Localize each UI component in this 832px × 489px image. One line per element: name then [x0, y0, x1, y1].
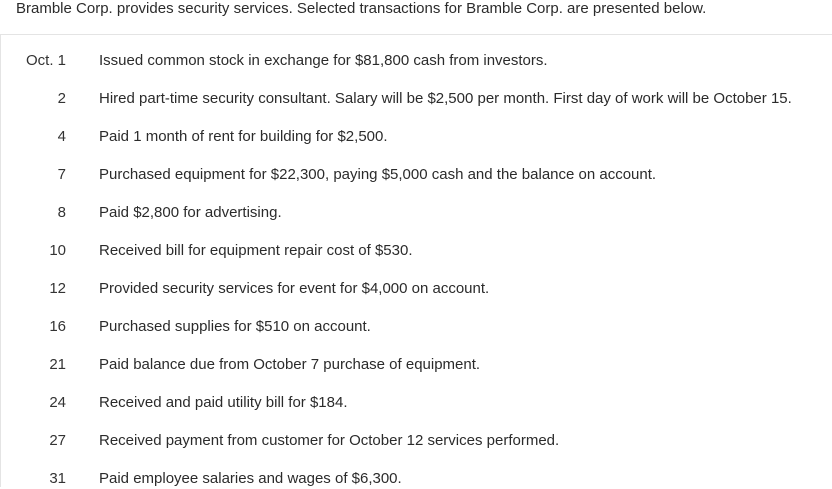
- transaction-date: Oct. 1: [25, 52, 66, 69]
- table-row: [1, 89, 832, 109]
- table-row: [1, 355, 832, 375]
- table-row: [1, 431, 832, 451]
- table-row: [1, 51, 832, 71]
- table-row: [1, 165, 832, 185]
- intro-text: Bramble Corp. provides security services. Selected transactions for Bramble Corp. are presented below.: [16, 0, 707, 17]
- transaction-description: Purchased equipment for $22,300, paying $5,000 cash and the balance on account.: [99, 166, 657, 183]
- transaction-description: Received and paid utility bill for $184.: [99, 394, 348, 411]
- transaction-description: Paid balance due from October 7 purchase of equipment.: [99, 356, 481, 373]
- transaction-date: 31: [49, 470, 66, 487]
- transaction-description: Hired part-time security consultant. Salary will be $2,500 per month. First day of work will be October 15.: [99, 90, 792, 107]
- transaction-description: Paid employee salaries and wages of $6,300.: [99, 470, 402, 487]
- transactions-table: [0, 34, 832, 487]
- transaction-description: Paid $2,800 for advertising.: [99, 204, 282, 221]
- transaction-description: Issued common stock in exchange for $81,800 cash from investors.: [99, 52, 548, 69]
- table-row: [1, 241, 832, 261]
- transaction-date: 24: [49, 394, 66, 411]
- table-row: [1, 393, 832, 413]
- transaction-date: 7: [57, 166, 66, 183]
- table-row: [1, 279, 832, 299]
- table-row: [1, 317, 832, 337]
- transaction-description: Received bill for equipment repair cost of $530.: [99, 242, 413, 259]
- transaction-date: 4: [57, 128, 66, 145]
- transaction-date: 8: [57, 204, 66, 221]
- table-row: [1, 469, 832, 489]
- transaction-description: Purchased supplies for $510 on account.: [99, 318, 371, 335]
- transaction-description: Paid 1 month of rent for building for $2,500.: [99, 128, 388, 145]
- transaction-date: 10: [49, 242, 66, 259]
- table-row: [1, 203, 832, 223]
- transaction-date: 27: [49, 432, 66, 449]
- transaction-date: 16: [49, 318, 66, 335]
- table-row: [1, 127, 832, 147]
- transaction-description: Provided security services for event for $4,000 on account.: [99, 280, 490, 297]
- transaction-date: 2: [57, 90, 66, 107]
- transaction-date: 21: [49, 356, 66, 373]
- transaction-date: 12: [49, 280, 66, 297]
- transaction-description: Received payment from customer for October 12 services performed.: [99, 432, 560, 449]
